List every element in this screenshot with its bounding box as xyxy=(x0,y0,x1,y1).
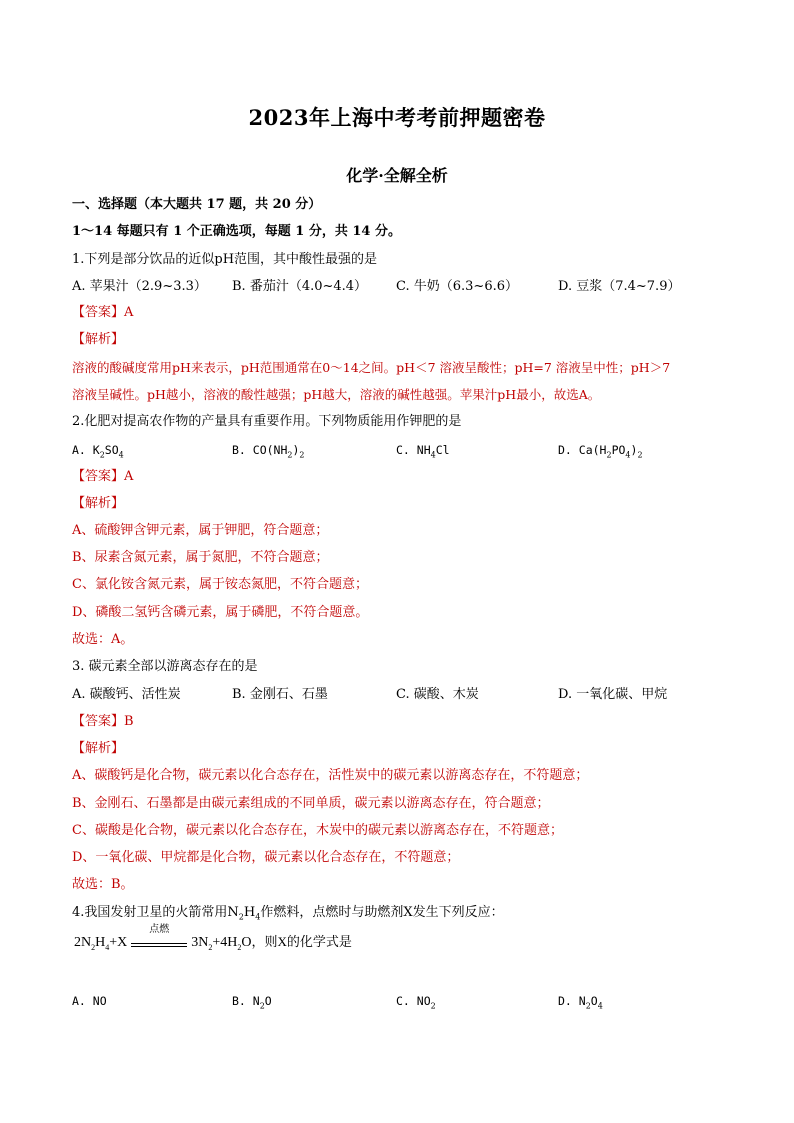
q2-answer: 【答案】A xyxy=(72,469,134,484)
q2-option-a: A. $K_2SO_4$ xyxy=(72,443,124,460)
q1-stem: 1.下列是部分饮品的近似pH范围，其中酸性最强的是 xyxy=(72,252,378,267)
q2-option-b: B. $CO(NH_2)_2$ xyxy=(232,443,305,460)
page-subtitle: 化学·全解全析 xyxy=(346,166,448,185)
q4-option-c: C. $NO_2$ xyxy=(396,994,436,1011)
q1-option-c: C. 牛奶（6.3~6.6） xyxy=(396,279,518,294)
q4-chemical-equation: $2N_2H_4+X$ 点燃 $3N_2+4H_2O$，则X的化学式是 xyxy=(74,933,352,952)
q1-analysis-line: 溶液呈碱性。pH越小，溶液的酸性越强；pH越大，溶液的碱性越强。苹果汁pH最小，故选A。 xyxy=(72,387,601,402)
section-heading: 一、选择题（本大题共 17 题，共 20 分） xyxy=(72,197,322,212)
q3-analysis-label: 【解析】 xyxy=(72,741,125,756)
page-title: 2023年上海中考考前押题密卷 xyxy=(248,105,546,130)
q3-option-d: D. 一氧化碳、甲烷 xyxy=(558,687,668,702)
q3-conclusion: 故选：B。 xyxy=(72,877,134,892)
q2-analysis-line: B、尿素含氮元素，属于氮肥，不符合题意； xyxy=(72,550,329,565)
q4-option-d: D. $N_2O_4$ xyxy=(558,994,603,1011)
q2-option-d: D. $Ca(H_2PO_4)_2$ xyxy=(558,443,643,460)
reaction-condition-label: 点燃 xyxy=(149,924,170,935)
q2-conclusion: 故选：A。 xyxy=(72,632,134,647)
q3-answer: 【答案】B xyxy=(72,714,134,729)
reaction-condition xyxy=(127,924,191,952)
q2-analysis-label: 【解析】 xyxy=(72,496,125,511)
q3-option-c: C. 碳酸、木炭 xyxy=(396,687,479,702)
q3-stem: 3. 碳元素全部以游离态存在的是 xyxy=(72,659,258,674)
q1-option-a: A. 苹果汁（2.9~3.3） xyxy=(72,279,207,294)
q3-analysis-line: B、金刚石、石墨都是由碳元素组成的不同单质，碳元素以游离态存在，符合题意； xyxy=(72,796,550,811)
q3-option-a: A. 碳酸钙、活性炭 xyxy=(72,687,181,702)
q4-stem: 4.我国发射卫星的火箭常用$N_2H_4$作燃料，点燃时与助燃剂X发生下列反应： xyxy=(72,905,504,922)
q2-stem: 2.化肥对提高农作物的产量具有重要作用。下列物质能用作钾肥的是 xyxy=(72,414,462,429)
q2-option-c: C. $NH_4Cl$ xyxy=(396,443,450,460)
q3-analysis-line: C、碳酸是化合物，碳元素以化合态存在，木炭中的碳元素以游离态存在，不符题意； xyxy=(72,823,563,838)
q1-analysis-line: 溶液的酸碱度常用pH来表示，pH范围通常在0～14之间。pH＜7 溶液呈酸性；pH=7 溶液呈中性；pH＞7 xyxy=(72,360,671,375)
section-instruction: 1～14 每题只有 1 个正确选项，每题 1 分，共 14 分。 xyxy=(72,224,401,239)
q1-answer: 【答案】A xyxy=(72,305,134,320)
q4-option-a: A. NO xyxy=(72,994,107,1008)
q1-option-d: D. 豆浆（7.4~7.9） xyxy=(558,279,681,294)
q3-analysis-line: D、一氧化碳、甲烷都是化合物，碳元素以化合态存在，不符题意； xyxy=(72,850,460,865)
q2-analysis-line: D、磷酸二氢钙含磷元素，属于磷肥，不符合题意。 xyxy=(72,605,369,620)
q3-analysis-line: A、碳酸钙是化合物，碳元素以化合态存在，活性炭中的碳元素以游离态存在，不符题意； xyxy=(72,768,589,783)
q4-option-b: B. $N_2O$ xyxy=(232,994,272,1011)
q1-analysis-label: 【解析】 xyxy=(72,332,125,347)
q2-analysis-line: A、硫酸钾含钾元素，属于钾肥，符合题意； xyxy=(72,523,329,538)
q1-option-b: B. 番茄汁（4.0~4.4） xyxy=(232,279,368,294)
q2-analysis-line: C、氯化铵含氮元素，属于铵态氮肥，不符合题意； xyxy=(72,577,368,592)
q3-option-b: B. 金刚石、石墨 xyxy=(232,687,328,702)
